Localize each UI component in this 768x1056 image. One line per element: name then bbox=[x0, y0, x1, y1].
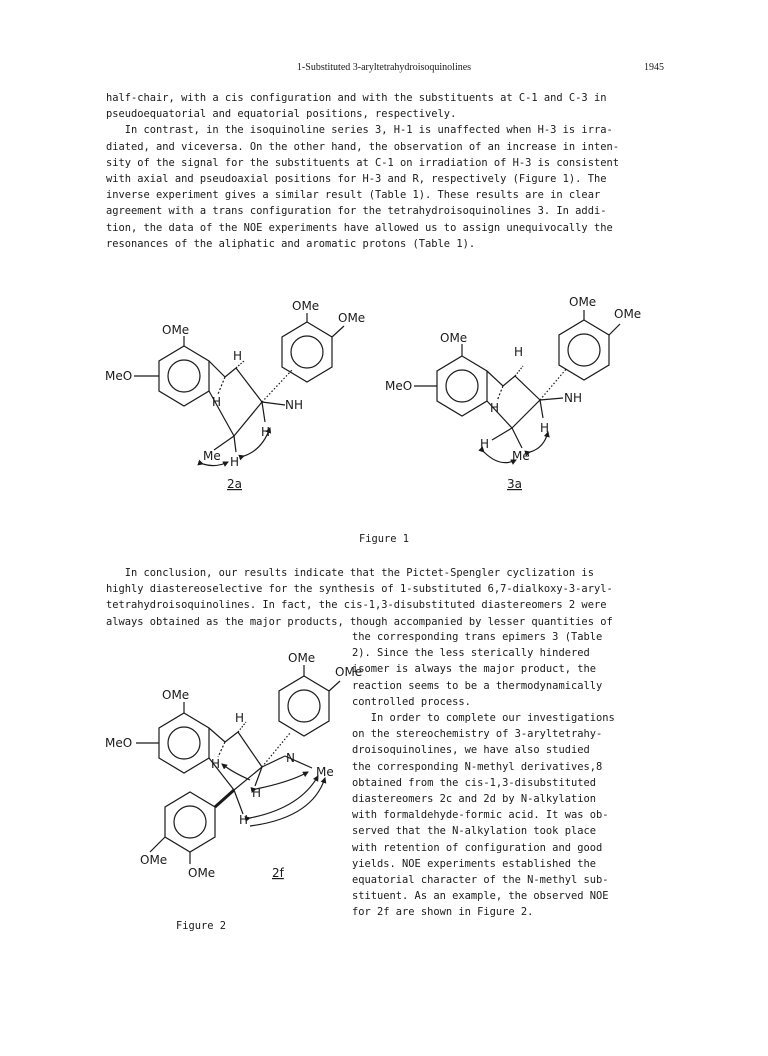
text-line: droisoquinolines, we have also studied bbox=[352, 744, 590, 757]
text-line: yields. NOE experiments established the bbox=[352, 857, 596, 870]
text-line: In order to complete our investigations bbox=[352, 712, 615, 725]
label-h: H bbox=[514, 345, 524, 359]
text-line: stituent. As an example, the observed NOE bbox=[352, 890, 609, 903]
text-line: always obtained as the major products, though accompanied by lesser quantities of bbox=[106, 615, 613, 628]
label-me: Me bbox=[316, 765, 334, 779]
label-ome: OMe bbox=[188, 866, 216, 880]
paragraph-1 bbox=[106, 90, 619, 252]
label-ome: OMe bbox=[614, 307, 642, 321]
text-line: reaction seems to be a thermodynamically bbox=[352, 679, 603, 692]
text-line: In conclusion, our results indicate that the Pictet-Spengler cyclization is bbox=[106, 567, 594, 579]
text-line: inverse experiment gives a similar result (Table 1). These results are in clear bbox=[106, 189, 601, 202]
label-h: H bbox=[235, 711, 245, 725]
label-h: H bbox=[490, 401, 500, 415]
text-line: resonances of the aliphatic and aromatic protons (Table 1). bbox=[106, 237, 476, 250]
hexagon-ring bbox=[159, 346, 209, 406]
compound-label-2f: 2f bbox=[272, 866, 284, 880]
figure-1-caption: Figure 1 bbox=[358, 533, 410, 545]
label-h: H bbox=[261, 425, 271, 439]
label-h: H bbox=[211, 757, 221, 771]
label-ome: OMe bbox=[338, 311, 366, 325]
label-meo: MeO bbox=[105, 736, 133, 750]
compound-label-3a: 3a bbox=[507, 477, 522, 491]
label-h: H bbox=[212, 395, 222, 409]
text-line: obtained from the cis-1,3-disubstituted bbox=[352, 776, 596, 789]
label-ome: OMe bbox=[335, 665, 363, 679]
hexagon-ring bbox=[159, 713, 209, 773]
text-line: with axial and pseudoaxial positions for H-3 and R, respectively (Figure 1). The bbox=[106, 173, 607, 186]
text-line: the corresponding N-methyl derivatives,8 bbox=[352, 760, 603, 773]
paragraph-3 bbox=[352, 629, 615, 921]
label-h: H bbox=[480, 437, 490, 451]
running-title: 1-Substituted 3-aryltetrahydroisoquinolines bbox=[296, 62, 472, 73]
text-line: isomer is always the major product, the bbox=[352, 663, 596, 676]
label-n: N bbox=[286, 751, 295, 765]
label-h: H bbox=[252, 786, 262, 800]
label-me: Me bbox=[203, 449, 221, 463]
text-line: served that the N-alkylation took place bbox=[352, 825, 596, 838]
paragraph-2 bbox=[106, 565, 613, 630]
label-h: H bbox=[230, 455, 240, 469]
text-line: In contrast, in the isoquinoline series 3, H-1 is unaffected when H-3 is irra- bbox=[106, 124, 613, 137]
hexagon-ring bbox=[279, 676, 329, 736]
text-line: diastereomers 2c and 2d by N-alkylation bbox=[352, 793, 596, 806]
text-line: on the stereochemistry of 3-aryltetrahy- bbox=[352, 728, 603, 741]
hexagon-ring bbox=[165, 792, 215, 852]
text-line: equatorial character of the N-methyl sub- bbox=[352, 874, 609, 887]
label-h: H bbox=[540, 421, 550, 435]
figure-2-structure bbox=[100, 650, 363, 890]
label-ome: OMe bbox=[440, 331, 468, 345]
label-h: H bbox=[233, 349, 243, 363]
page-number: 1945 bbox=[644, 62, 664, 73]
label-nh: NH bbox=[564, 391, 582, 405]
label-ome: OMe bbox=[140, 853, 168, 867]
hexagon-ring bbox=[559, 320, 609, 380]
text-line: tetrahydroisoquinolines. In fact, the cis-1,3-disubstituted diastereomers 2 were bbox=[106, 599, 607, 612]
label-h: H bbox=[239, 813, 249, 827]
label-meo: MeO bbox=[105, 369, 133, 383]
label-ome: OMe bbox=[569, 295, 597, 309]
label-ome: OMe bbox=[162, 688, 190, 702]
label-ome: OMe bbox=[162, 323, 190, 337]
text-line: diated, and viceversa. On the other hand, the observation of an increase in inten- bbox=[106, 140, 619, 153]
text-line: controlled process. bbox=[352, 695, 471, 708]
text-line: with retention of configuration and good bbox=[352, 841, 603, 854]
compound-label-2a: 2a bbox=[227, 477, 242, 491]
text-line: the corresponding trans epimers 3 (Table bbox=[352, 631, 603, 643]
figure-2-caption: Figure 2 bbox=[176, 920, 227, 932]
text-line: agreement with a trans configuration for the tetrahydroisoquinolines 3. In addi- bbox=[106, 205, 607, 218]
figure-1-structures bbox=[0, 285, 768, 505]
text-line: sity of the signal for the substituents at C-1 on irradiation of H-3 is consistent bbox=[106, 156, 619, 169]
text-line: half-chair, with a cis configuration and with the substituents at C-1 and C-3 in bbox=[106, 92, 607, 104]
text-line: for 2f are shown in Figure 2. bbox=[352, 906, 534, 919]
label-me: Me bbox=[512, 449, 530, 463]
label-ome: OMe bbox=[288, 651, 316, 665]
hexagon-ring bbox=[437, 356, 487, 416]
label-meo: MeO bbox=[385, 379, 413, 393]
label-nh: NH bbox=[285, 398, 303, 412]
running-header bbox=[0, 62, 768, 78]
text-line: with formaldehyde-formic acid. It was ob- bbox=[352, 809, 609, 822]
label-ome: OMe bbox=[292, 299, 320, 313]
text-line: 2). Since the less sterically hindered bbox=[352, 647, 590, 660]
text-line: tion, the data of the NOE experiments have allowed us to assign unequivocally the bbox=[106, 221, 613, 234]
text-line: pseudoequatorial and equatorial positions, respectively. bbox=[106, 108, 457, 121]
text-line: highly diastereoselective for the synthesis of 1-substituted 6,7-dialkoxy-3-aryl- bbox=[106, 583, 613, 596]
